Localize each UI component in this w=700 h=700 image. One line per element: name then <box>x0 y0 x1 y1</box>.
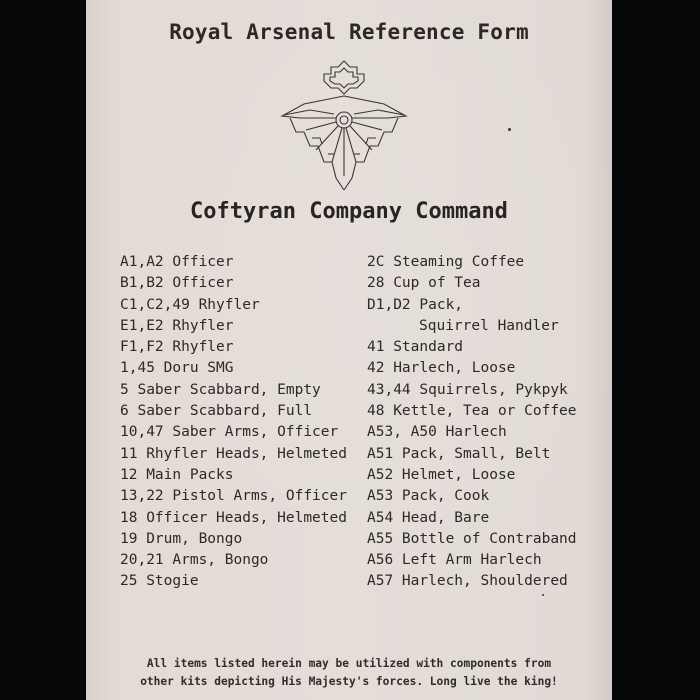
list-item: A53, A50 Harlech <box>367 424 507 441</box>
list-item: A51 Pack, Small, Belt <box>367 445 551 462</box>
footer-line: other kits depicting His Majesty's forces. Long live the king! <box>140 675 558 688</box>
list-item: E1,E2 Rhyfler <box>120 317 234 334</box>
ink-speck <box>542 594 544 596</box>
list-item: B1,B2 Officer <box>120 275 234 292</box>
list-item: 13,22 Pistol Arms, Officer <box>120 488 347 505</box>
list-item: 48 Kettle, Tea or Coffee <box>367 403 577 420</box>
list-item: D1,D2 Pack, <box>367 296 464 313</box>
list-item: A55 Bottle of Contraband <box>367 530 577 547</box>
parts-list-right <box>367 252 577 593</box>
list-item: 5 Saber Scabbard, Empty <box>120 381 321 398</box>
footer-line: All items listed herein may be utilized with components from <box>146 657 552 670</box>
list-item: 12 Main Packs <box>120 466 234 483</box>
company-title: Coftyran Company Command <box>190 199 508 224</box>
list-item: 25 Stogie <box>120 573 199 590</box>
list-item: 2C Steaming Coffee <box>367 254 525 270</box>
list-item: A54 Head, Bare <box>367 509 490 526</box>
list-item: 10,47 Saber Arms, Officer <box>120 424 339 441</box>
reference-form-sheet <box>86 0 612 700</box>
list-item: 1,45 Doru SMG <box>120 360 234 377</box>
list-item: 43,44 Squirrels, Pykpyk <box>367 381 568 398</box>
list-item: 28 Cup of Tea <box>367 275 481 292</box>
list-item: A56 Left Arm Harlech <box>367 552 542 569</box>
list-item: 18 Officer Heads, Helmeted <box>120 509 347 526</box>
list-item: 6 Saber Scabbard, Full <box>120 403 313 420</box>
list-item: 11 Rhyfler Heads, Helmeted <box>120 445 347 462</box>
list-item: A1,A2 Officer <box>120 254 234 270</box>
list-item: C1,C2,49 Rhyfler <box>120 296 260 313</box>
list-item: 41 Standard <box>367 339 464 356</box>
list-item: A53 Pack, Cook <box>367 488 490 505</box>
list-item: 42 Harlech, Loose <box>367 360 516 377</box>
list-item-continuation: Squirrel Handler <box>419 317 559 334</box>
list-item: A57 Harlech, Shouldered <box>367 573 568 590</box>
list-item: 19 Drum, Bongo <box>120 530 243 547</box>
list-item: F1,F2 Rhyfler <box>120 339 234 356</box>
parts-list-left <box>120 252 347 593</box>
royal-crest-emblem-icon <box>276 58 412 194</box>
footer-note <box>86 655 612 691</box>
ink-speck <box>508 128 511 131</box>
form-title: Royal Arsenal Reference Form <box>169 20 529 44</box>
list-item: 20,21 Arms, Bongo <box>120 552 269 569</box>
list-item: A52 Helmet, Loose <box>367 466 516 483</box>
